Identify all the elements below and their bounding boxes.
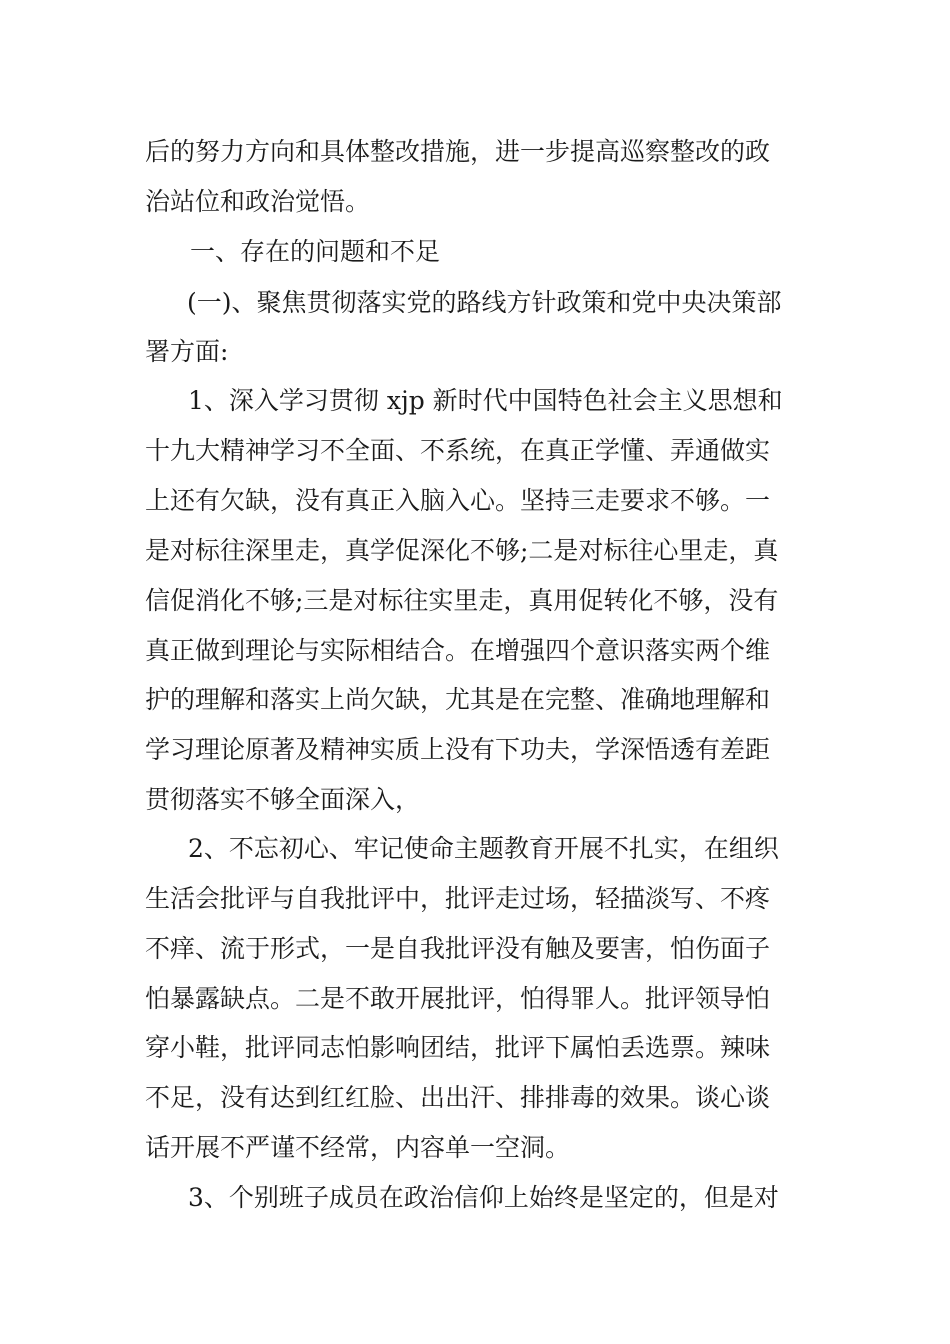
text-line: 真正做到理论与实际相结合。在增强四个意识落实两个维 bbox=[145, 636, 771, 665]
paragraph-start: 1、深入学习贯彻 xjp 新时代中国特色社会主义思想和 bbox=[188, 386, 783, 415]
text-line: 护的理解和落实上尚欠缺，尤其是在完整、准确地理解和 bbox=[145, 685, 771, 714]
text-line: 上还有欠缺，没有真正入脑入心。坚持三走要求不够。一 bbox=[145, 486, 771, 515]
section-heading: 一、存在的问题和不足 bbox=[190, 237, 441, 266]
text-line: 话开展不严谨不经常，内容单一空洞。 bbox=[145, 1133, 571, 1162]
text-line: 后的努力方向和具体整改措施，进一步提高巡察整改的政 bbox=[145, 137, 771, 166]
text-line: 署方面: bbox=[145, 337, 229, 366]
text-line: 是对标往深里走，真学促深化不够;二是对标往心里走，真 bbox=[145, 536, 779, 565]
text-line: 不痒、流于形式，一是自我批评没有触及要害，怕伤面子 bbox=[145, 934, 771, 963]
text-line: 治站位和政治觉悟。 bbox=[145, 187, 371, 216]
subsection-heading: (一)、聚焦贯彻落实党的路线方针政策和党中央决策部 bbox=[187, 288, 782, 317]
text-line: 怕暴露缺点。二是不敢开展批评，怕得罪人。批评领导怕 bbox=[145, 984, 771, 1013]
text-line: 不足，没有达到红红脸、出出汗、排排毒的效果。谈心谈 bbox=[145, 1083, 771, 1112]
text-line: 生活会批评与自我批评中，批评走过场，轻描淡写、不疼 bbox=[145, 884, 771, 913]
paragraph-start: 2、不忘初心、牢记使命主题教育开展不扎实，在组织 bbox=[188, 834, 779, 863]
text-line: 穿小鞋，批评同志怕影响团结，批评下属怕丢选票。辣味 bbox=[145, 1033, 771, 1062]
text-line: 信促消化不够;三是对标往实里走，真用促转化不够，没有 bbox=[145, 586, 779, 615]
text-line: 贯彻落实不够全面深入， bbox=[145, 785, 421, 814]
text-line: 十九大精神学习不全面、不系统，在真正学懂、弄通做实 bbox=[145, 436, 771, 465]
text-line: 学习理论原著及精神实质上没有下功夫，学深悟透有差距 bbox=[145, 735, 771, 764]
paragraph-start: 3、个别班子成员在政治信仰上始终是坚定的，但是对 bbox=[188, 1183, 779, 1212]
